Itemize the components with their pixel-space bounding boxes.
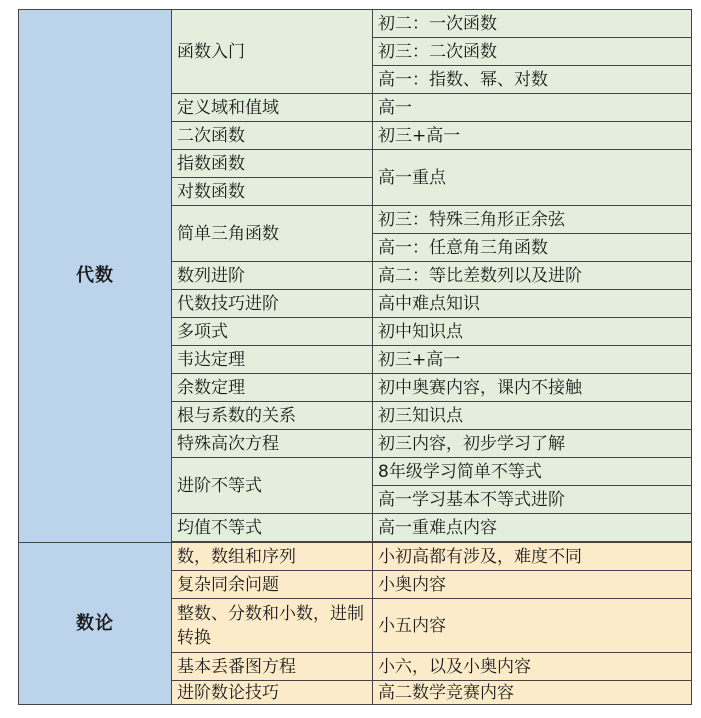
topic-cell: 复杂同余问题 xyxy=(172,571,373,599)
note-cell: 小六，以及小奥内容 xyxy=(373,653,692,681)
topic-cell: 整数、分数和小数，进制转换 xyxy=(172,599,373,653)
note-cell: 高中难点知识 xyxy=(373,290,692,318)
note-cell: 初中知识点 xyxy=(373,318,692,346)
topic-cell: 根与系数的关系 xyxy=(172,402,373,430)
category-algebra: 代数 xyxy=(19,10,172,543)
note-cell: 初三：二次函数 xyxy=(373,38,692,66)
note-cell: 高一重点 xyxy=(373,150,692,206)
note-cell: 初三：特殊三角形正余弦 xyxy=(373,206,692,234)
topic-cell: 定义域和值域 xyxy=(172,94,373,122)
topic-cell: 二次函数 xyxy=(172,122,373,150)
topic-cell: 指数函数 xyxy=(172,150,373,178)
note-cell: 初三+高一 xyxy=(373,346,692,374)
curriculum-table xyxy=(18,9,692,705)
topic-cell: 数列进阶 xyxy=(172,262,373,290)
topic-cell: 基本丢番图方程 xyxy=(172,653,373,681)
topic-cell: 均值不等式 xyxy=(172,514,373,542)
topic-cell: 多项式 xyxy=(172,318,373,346)
topic-cell: 对数函数 xyxy=(172,178,373,206)
note-cell: 小奥内容 xyxy=(373,571,692,599)
note-cell: 初中奥赛内容，课内不接触 xyxy=(373,374,692,402)
topic-cell: 进阶数论技巧 xyxy=(172,681,373,705)
note-cell: 初三知识点 xyxy=(373,402,692,430)
topic-cell: 特殊高次方程 xyxy=(172,430,373,458)
topic-cell: 余数定理 xyxy=(172,374,373,402)
note-cell: 初二：一次函数 xyxy=(373,10,692,38)
topic-cell: 简单三角函数 xyxy=(172,206,373,262)
note-cell: 8年级学习简单不等式 xyxy=(373,458,692,486)
category-number-theory: 数论 xyxy=(19,543,172,705)
note-cell: 高一：任意角三角函数 xyxy=(373,234,692,262)
note-cell: 高一：指数、幂、对数 xyxy=(373,66,692,94)
note-cell: 初三内容，初步学习了解 xyxy=(373,430,692,458)
note-cell: 小初高都有涉及，难度不同 xyxy=(373,543,692,571)
note-cell: 高一重难点内容 xyxy=(373,514,692,542)
note-cell: 高二数学竞赛内容 xyxy=(373,681,692,705)
topic-cell: 数，数组和序列 xyxy=(172,543,373,571)
topic-cell: 韦达定理 xyxy=(172,346,373,374)
note-cell: 高一 xyxy=(373,94,692,122)
topic-cell: 函数入门 xyxy=(172,10,373,94)
topic-cell: 代数技巧进阶 xyxy=(172,290,373,318)
note-cell: 高二：等比差数列以及进阶 xyxy=(373,262,692,290)
note-cell: 高一学习基本不等式进阶 xyxy=(373,486,692,514)
note-cell: 小五内容 xyxy=(373,599,692,653)
note-cell: 初三+高一 xyxy=(373,122,692,150)
topic-cell: 进阶不等式 xyxy=(172,458,373,514)
